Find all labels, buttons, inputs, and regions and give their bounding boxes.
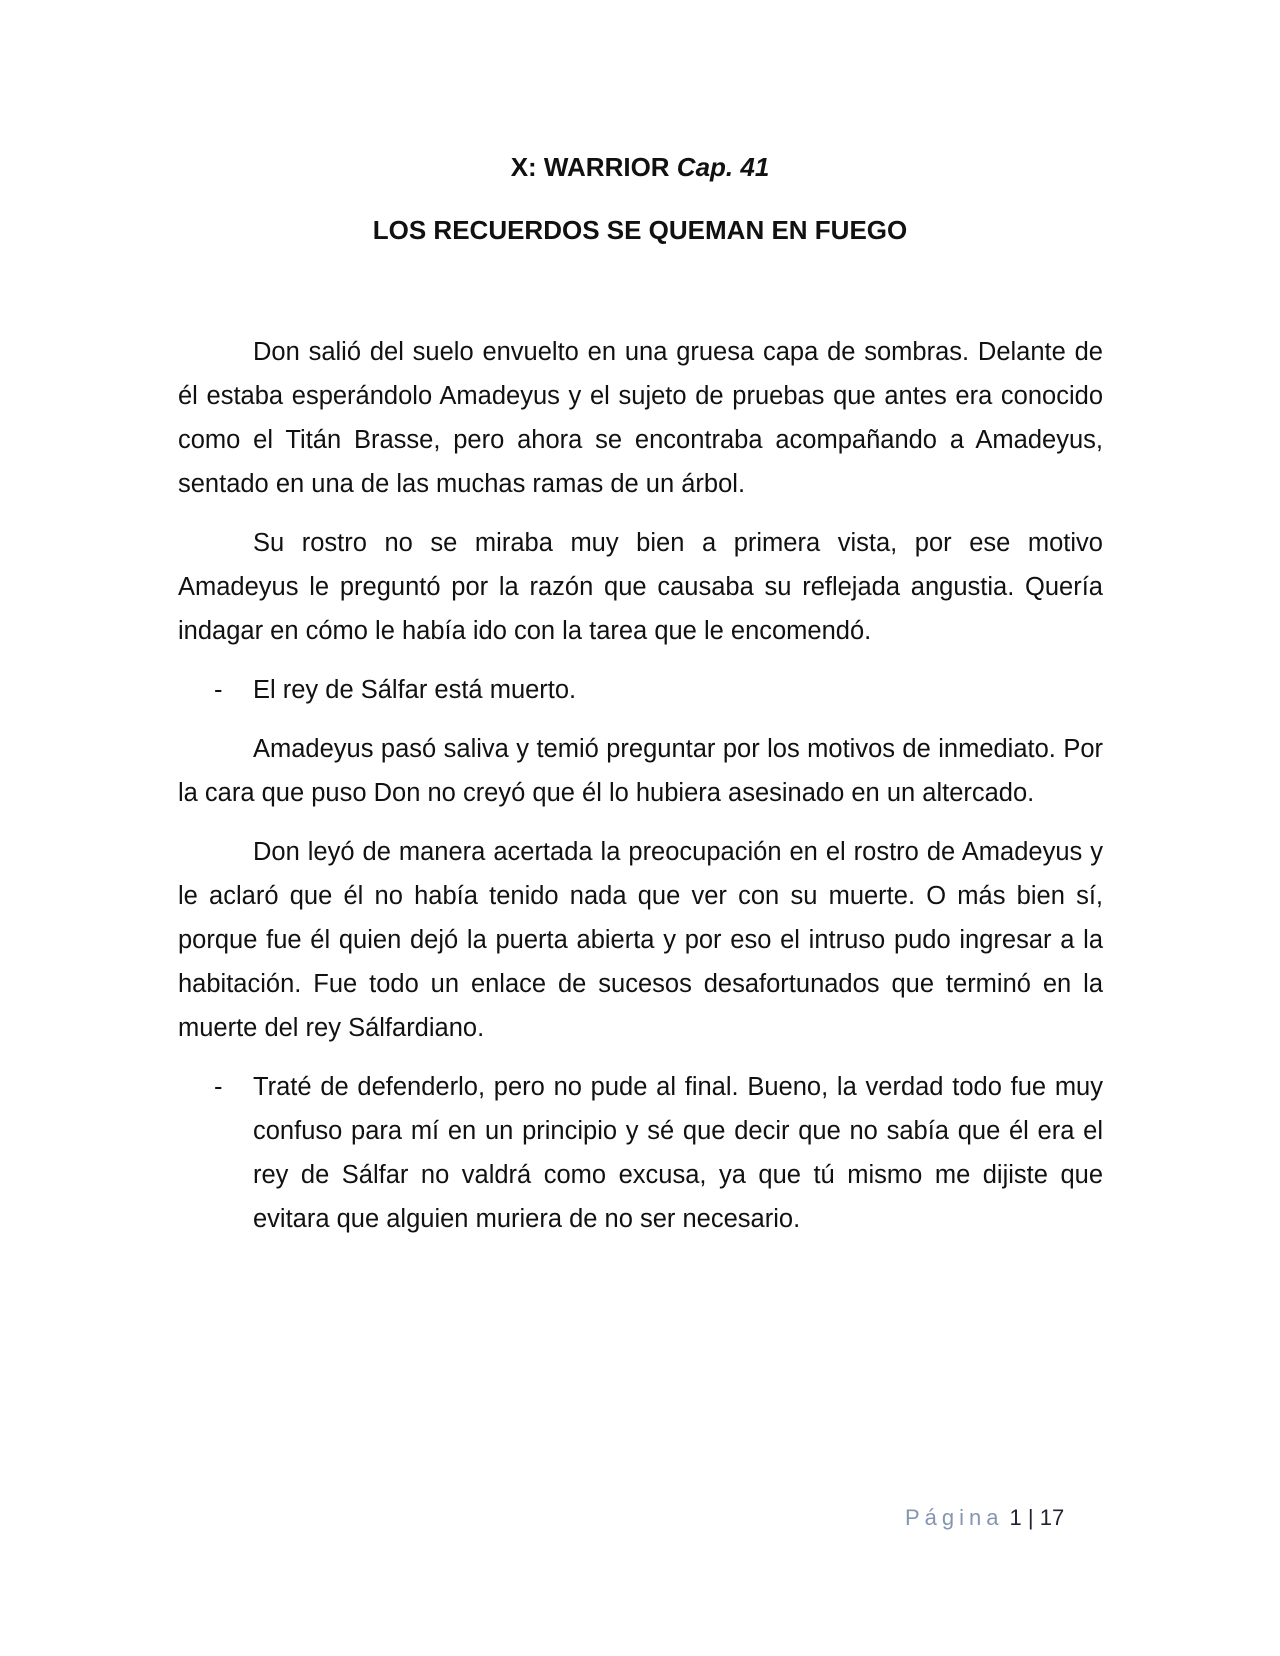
page-total: 17	[1039, 1505, 1065, 1530]
paragraph: Amadeyus pasó saliva y temió preguntar por los motivos de inmediato. Por la cara que puso Don no creyó que él lo hubiera asesinado en un altercado.	[178, 735, 1103, 807]
chapter-title-main: X: WARRIOR	[510, 152, 677, 182]
dialogue-text: El rey de Sálfar está muerto.	[253, 676, 577, 704]
paragraph: Don leyó de manera acertada la preocupación en el rostro de Amadeyus y le aclaró que él no había tenido nada que ver con su muerte. O más bien sí, porque fue él quien dejó la puerta abierta y por eso el intruso pudo ingresar a la habitación. Fue todo un enlace de sucesos desafortunados que terminó en la muerte del rey Sálfardiano.	[178, 838, 1103, 1042]
dialogue-text: Traté de defenderlo, pero no pude al final. Bueno, la verdad todo fue muy confuso para mí en un principio y sé que decir que no sabía que él era el rey de Sálfar no valdrá como excusa, ya que tú mismo me dijiste que evitara que alguien muriera de no ser necesario.	[253, 1073, 1103, 1233]
dialogue-line	[178, 668, 1103, 712]
dialogue-dash: -	[214, 676, 223, 704]
paragraph: Don salió del suelo envuelto en una gruesa capa de sombras. Delante de él estaba esperándolo Amadeyus y el sujeto de pruebas que antes era conocido como el Titán Brasse, pero ahora se encontraba acompañando a Amadeyus, sentado en una de las muchas ramas de un árbol.	[178, 338, 1103, 498]
document-body	[178, 330, 1103, 1256]
paragraph: Su rostro no se miraba muy bien a primera vista, por ese motivo Amadeyus le preguntó por la razón que causaba su reflejada angustia. Quería indagar en cómo le había ido con la tarea que le encomendó.	[178, 529, 1103, 645]
page-footer	[905, 1505, 1064, 1531]
dialogue-line	[178, 1065, 1103, 1241]
chapter-subtitle: LOS RECUERDOS SE QUEMAN EN FUEGO	[372, 215, 908, 245]
page-label: Página	[905, 1505, 1004, 1530]
page-separator: |	[1027, 1505, 1034, 1530]
chapter-title	[0, 152, 1280, 183]
chapter-number: Cap. 41	[676, 152, 770, 182]
dialogue-dash: -	[214, 1073, 223, 1101]
page-number: 1	[1009, 1505, 1022, 1530]
